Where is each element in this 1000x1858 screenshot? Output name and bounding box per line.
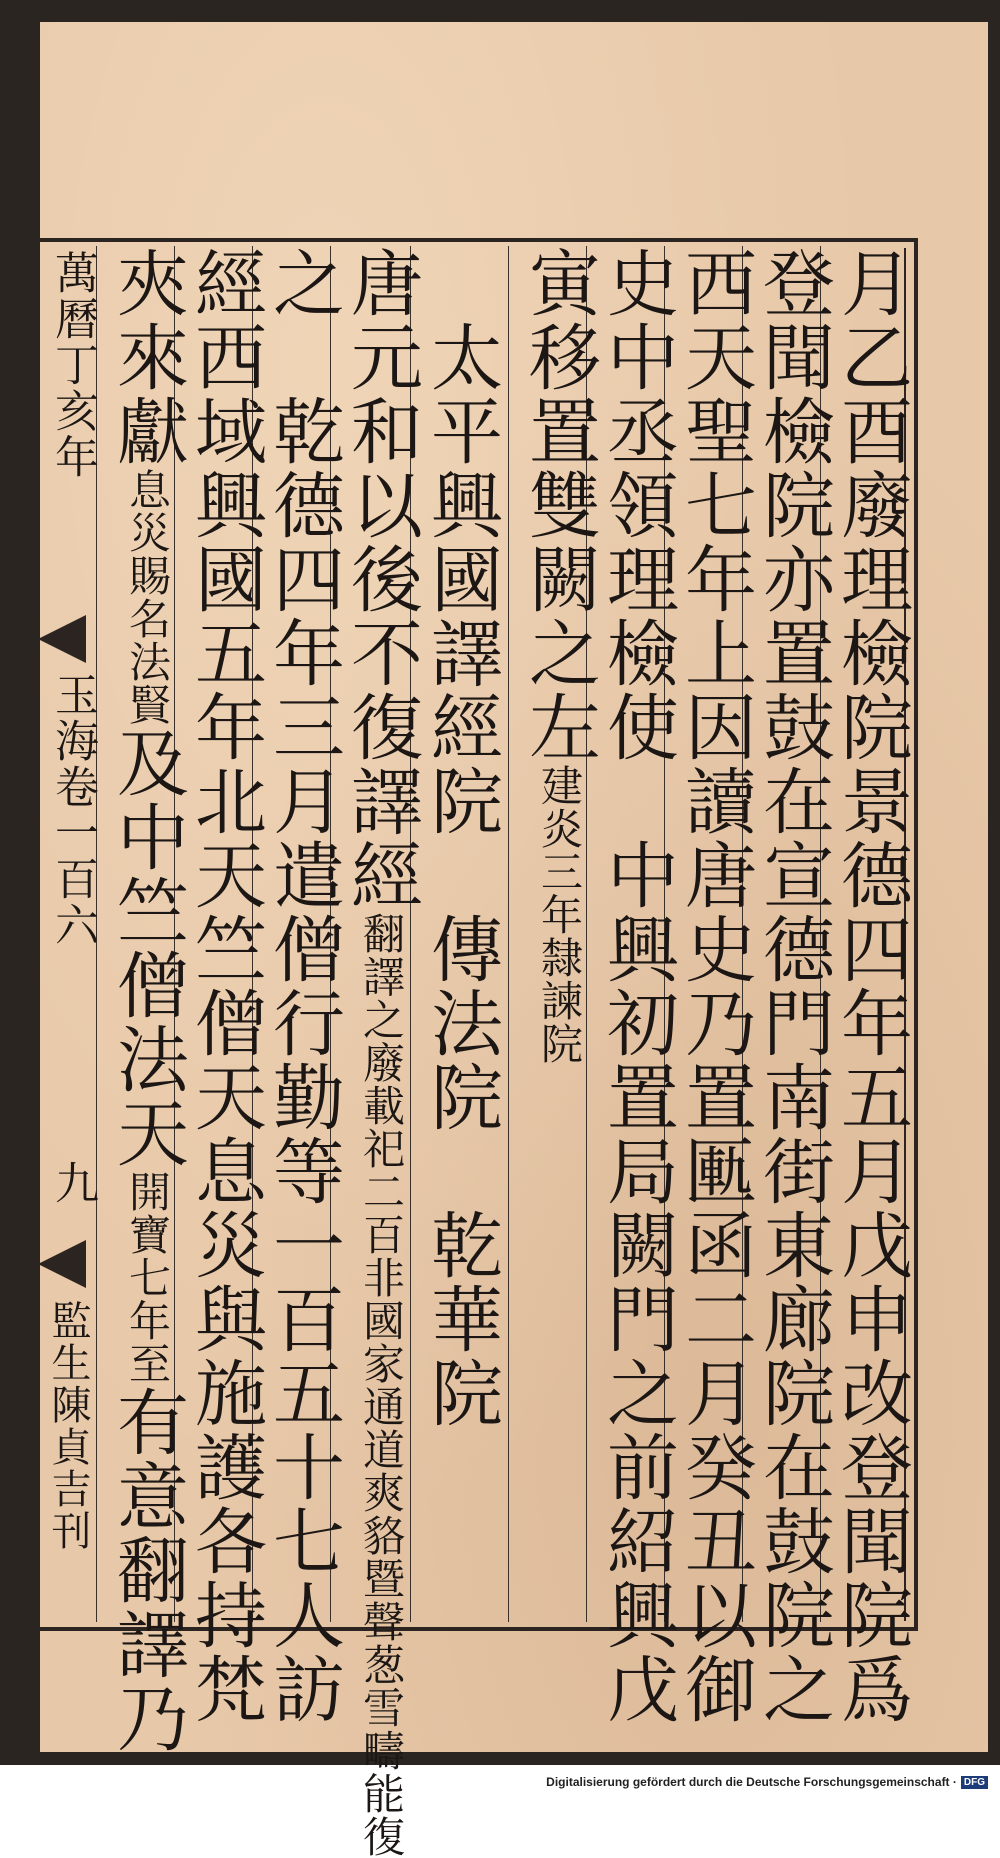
margin-title: 萬曆丁亥年 <box>47 250 98 480</box>
funding-footer <box>546 1775 988 1789</box>
margin-publisher: 監生陳貞吉刊 <box>45 1300 91 1552</box>
text-column: 太平興國譯經院 傳法院 乾華院 <box>419 246 503 1430</box>
dfg-logo: DFG <box>961 1776 988 1789</box>
interlinear-note: 翻譯之廢載祀二百非國家通道爽貉暨聲葱雪疇能復 <box>357 912 406 1858</box>
footer-text: Digitalisierung gefördert durch die Deutsche Forschungsgemeinschaft · <box>546 1775 957 1789</box>
interlinear-note: 息災賜名法賢 <box>123 468 172 726</box>
interlinear-note: 開寶七年至 <box>123 1170 172 1385</box>
text-column: 西天聖七年上因讀唐史乃置匭函二月癸丑以御 <box>673 246 757 1726</box>
text-column: 經西域興國五年北天竺僧天息災與施護各持梵 <box>183 246 267 1726</box>
text-column: 唐元和以後不復譯經翻譯之廢載祀二百非國家通道爽貉暨聲葱雪疇能復 <box>339 246 423 1858</box>
text-column: 史中丞領理檢使 中興初置局闕門之前紹興戊 <box>595 246 679 1726</box>
text-column: 夾來獻息災賜名法賢及中竺僧法天開寶七年至有意翻譯乃 <box>105 246 189 1755</box>
margin-page-number: 九 <box>47 1160 98 1206</box>
text-column: 登聞檢院亦置鼓在宣德門南街東廊院在鼓院之 <box>751 246 835 1726</box>
margin-book-title: 玉海卷一百六 <box>47 672 98 948</box>
interlinear-note: 建炎三年隸諫院 <box>535 764 584 1065</box>
text-column: 之 乾德四年三月遣僧行勤等一百五十七人訪 <box>261 246 345 1726</box>
column-rule <box>508 246 509 1622</box>
text-column: 月乙酉廢理檢院景德四年五月戊申改登聞院爲 <box>829 246 913 1726</box>
text-column: 寅移置雙闕之左建炎三年隸諫院 <box>517 246 601 1065</box>
